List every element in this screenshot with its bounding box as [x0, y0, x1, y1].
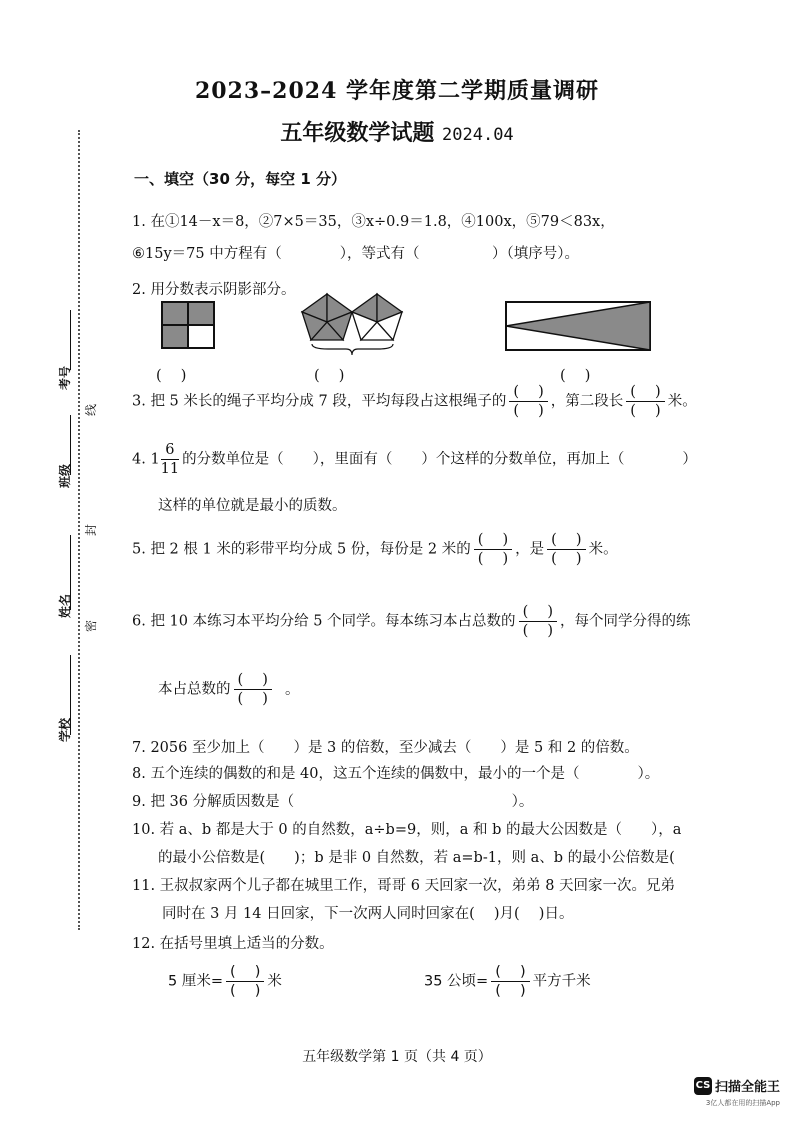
q3-text-b: ，第二段长: [550, 393, 624, 410]
question-6-line-1: [132, 604, 691, 639]
school-label: 学校: [58, 717, 72, 742]
question-10-line-2: 的最小公倍数是( )；b 是非 0 自然数，若 a=b-1，则 a、b 的最小公倍数是(: [158, 850, 675, 866]
q6-text-d: 。: [284, 681, 300, 698]
q6-fraction-1[interactable]: [519, 604, 557, 639]
question-2: 2. 用分数表示阴影部分。: [132, 282, 296, 298]
question-11-line-1: 11. 王叔叔家两个儿子都在城里工作，哥哥 6 天回家一次，弟弟 8 天回家一次。兄弟: [132, 878, 676, 894]
question-8: 8. 五个连续的偶数的和是 40，这五个连续的偶数中，最小的一个是（ ）。: [132, 766, 660, 782]
q12-a-text: 5 厘米=: [168, 973, 223, 990]
frac-denominator: ( ): [630, 403, 661, 419]
question-11-line-2: 同时在 3 月 14 日回家，下一次两人同时回家在( )月( )日。: [162, 906, 574, 922]
q5-fraction-1[interactable]: [474, 532, 512, 567]
question-12-item-a: [168, 964, 282, 999]
q6-text-a: 6. 把 10 本练习本平均分给 5 个同学。每本练习本占总数的: [132, 613, 516, 630]
exam-title: 2023–2024 学年度第二学期质量调研: [194, 78, 600, 104]
frac-numerator: ( ): [491, 964, 529, 982]
frac-numerator: ( ): [519, 604, 557, 622]
scanner-watermark: [694, 1075, 780, 1108]
frac-numerator: ( ): [474, 532, 512, 550]
exam-subtitle: [0, 116, 794, 147]
brand-tagline: 3亿人都在用的扫描App: [705, 1099, 780, 1107]
binding-dotted-line: [78, 130, 80, 930]
q2-answer-blank-1[interactable]: ( ): [156, 368, 187, 384]
q3-fraction-2[interactable]: [626, 384, 664, 419]
q4-mixed-fraction: [161, 442, 179, 477]
frac-numerator: ( ): [509, 384, 547, 402]
question-1-line-2: ⑥15y＝75 中方程有（ ），等式有（ ）（填序号）。: [132, 246, 579, 262]
class-label: 班级: [58, 463, 72, 488]
question-10-line-1: 10. 若 a、b 都是大于 0 的自然数，a÷b=9，则，a 和 b 的最大公因数是（ ），a: [132, 822, 682, 838]
question-5: [132, 532, 618, 567]
frac-denominator: ( ): [522, 623, 553, 639]
q5-text-c: 米。: [588, 541, 618, 558]
subtitle-text: 五年级数学试题: [280, 120, 435, 146]
brace: [312, 344, 393, 355]
question-4-line-2: 这样的单位就是最小的质数。: [158, 498, 347, 514]
frac-numerator: ( ): [626, 384, 664, 402]
figure-square-grid: [160, 300, 216, 350]
exam-no-underline: [70, 310, 71, 370]
figure-two-pentagons: [298, 292, 410, 358]
question-12: 12. 在括号里填上适当的分数。: [132, 936, 334, 952]
q6-text-b: ，每个同学分得的练: [560, 613, 691, 630]
q5-text-a: 5. 把 2 根 1 米的彩带平均分成 5 份，每份是 2 米的: [132, 541, 471, 558]
q4-text-a: 的分数单位是（ ），里面有（ ）个这样的分数单位，再加上（ ）: [182, 451, 697, 468]
page-footer: 五年级数学第 1 页（共 4 页）: [302, 1049, 492, 1065]
question-6-line-2: [158, 672, 299, 707]
frac-numerator: ( ): [226, 964, 264, 982]
q12-fraction-a[interactable]: [226, 964, 264, 999]
q3-fraction-1[interactable]: [509, 384, 547, 419]
q2-answer-blank-2[interactable]: ( ): [314, 368, 345, 384]
q4-numerator: 6: [161, 442, 179, 460]
square-cell-bl: [162, 325, 188, 348]
frac-numerator: ( ): [547, 532, 585, 550]
q6-text-c: 本占总数的: [158, 681, 231, 698]
cs-logo-icon: CS: [694, 1077, 712, 1095]
seal-feng: 封: [84, 523, 98, 536]
question-7: 7. 2056 至少加上（ ）是 3 的倍数，至少减去（ ）是 5 和 2 的倍数。: [132, 740, 639, 756]
square-cell-tr: [188, 302, 214, 325]
q6-fraction-2[interactable]: [234, 672, 272, 707]
q5-text-b: ，是: [515, 541, 545, 558]
q2-answer-blank-3[interactable]: ( ): [560, 368, 591, 384]
exam-no-label: 考号: [58, 365, 72, 390]
q3-text-c: 米。: [667, 393, 697, 410]
question-4-line-1: [132, 442, 697, 477]
frac-denominator: ( ): [237, 691, 268, 707]
brand-name: 扫描全能王: [714, 1080, 780, 1095]
seal-xian: 线: [84, 403, 98, 416]
q3-text-a: 3. 把 5 米长的绳子平均分成 7 段，平均每段占这根绳子的: [132, 393, 507, 410]
q12-a-unit: 米: [267, 973, 282, 990]
square-cell-tl: [162, 302, 188, 325]
exam-date: 2024.04: [442, 125, 514, 145]
frac-denominator: ( ): [477, 551, 509, 567]
square-cell-br: [188, 325, 214, 348]
q4-denominator: 11: [160, 461, 180, 477]
frac-denominator: ( ): [551, 551, 582, 567]
question-9: 9. 把 36 分解质因数是（ ）。: [132, 794, 534, 810]
question-3: [132, 384, 697, 419]
frac-denominator: ( ): [513, 403, 544, 419]
figure-rectangle-triangle: [504, 300, 652, 352]
q12-b-unit: 平方千米: [532, 973, 591, 990]
section-title: 一、填空（30 分，每空 1 分）: [134, 170, 346, 188]
question-12-item-b: [424, 964, 591, 999]
frac-numerator: ( ): [234, 672, 272, 690]
question-1-line-1: 1. 在①14－x＝8，②7×5＝35，③x÷0.9＝1.8，④100x，⑤79＜83x，: [132, 214, 615, 230]
frac-denominator: ( ): [229, 983, 261, 999]
frac-denominator: ( ): [495, 983, 526, 999]
seal-mi: 密: [84, 619, 98, 632]
q5-fraction-2[interactable]: [547, 532, 585, 567]
q12-fraction-b[interactable]: [491, 964, 529, 999]
name-label: 姓名: [58, 593, 72, 618]
q12-b-text: 35 公顷=: [424, 973, 489, 990]
q4-prefix: 4. 1: [132, 451, 160, 468]
